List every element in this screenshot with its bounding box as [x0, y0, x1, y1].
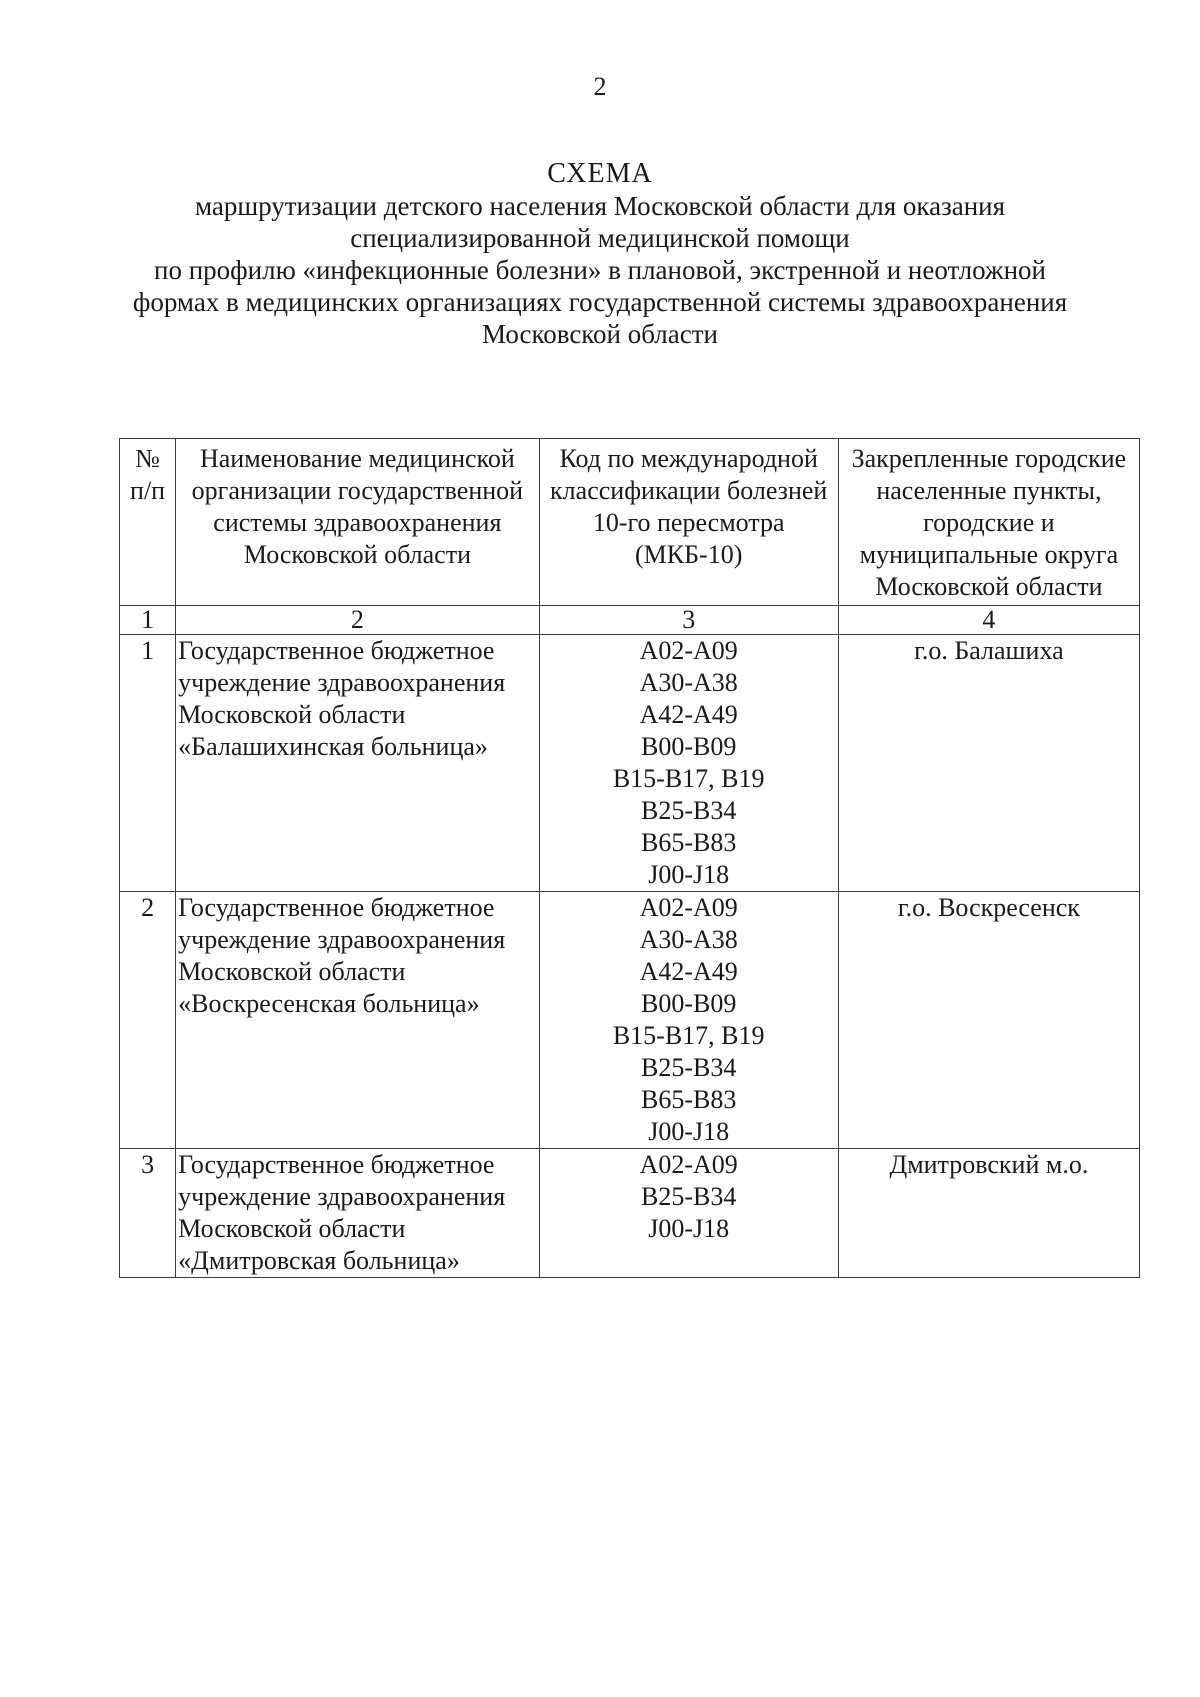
icd-code: B65-B83 — [641, 1085, 737, 1114]
icd-code: J00-J18 — [648, 1214, 730, 1243]
document-heading — [100, 158, 1100, 350]
header-num: № п/п — [120, 439, 176, 606]
assigned-area: г.о. Балашиха — [838, 635, 1139, 892]
header-assigned-areas: Закрепленные городские населенные пункты, городские и муниципальные округа Московской области — [838, 439, 1139, 606]
icd-code: A30-A38 — [639, 668, 738, 697]
icd-code: A02-A09 — [639, 636, 738, 665]
icd-code: B15-B17, B19 — [612, 764, 765, 793]
table-row — [120, 892, 1140, 1149]
header-organization: Наименование медицинской организации государственной системы здравоохранения Московской области — [176, 439, 539, 606]
icd-code: A02-A09 — [639, 1150, 738, 1179]
icd-code: J00-J18 — [648, 860, 730, 889]
heading-line: маршрутизации детского населения Московской области для оказания — [194, 191, 1006, 221]
icd-code: B00-B09 — [641, 989, 737, 1018]
assigned-area: Дмитровский м.о. — [838, 1149, 1139, 1278]
organization-name: Государственное бюджетное учреждение здравоохранения Московской области «Балашихинская больница» — [176, 635, 539, 892]
icd-codes — [539, 1149, 838, 1278]
icd-codes — [539, 635, 838, 892]
heading-line: формах в медицинских организациях государственной системы здравоохранения — [132, 287, 1068, 317]
icd-code: A42-A49 — [639, 700, 738, 729]
page-number: 2 — [593, 72, 607, 101]
column-index: 3 — [539, 606, 838, 635]
heading-line: специализированной медицинской помощи — [350, 223, 850, 253]
heading-line: Московской области — [481, 319, 718, 349]
icd-code: B25-B34 — [641, 1053, 737, 1082]
table-row — [120, 1149, 1140, 1278]
icd-code: B25-B34 — [641, 1182, 737, 1211]
column-index: 2 — [176, 606, 539, 635]
icd-code: B00-B09 — [641, 732, 737, 761]
column-index-row — [120, 606, 1140, 635]
table-header-row — [120, 439, 1140, 606]
heading-line: по профилю «инфекционные болезни» в плановой, экстренной и неотложной — [154, 255, 1046, 285]
header-icd-code: Код по международной классификации болезней 10-го пересмотра (МКБ-10) — [539, 439, 838, 606]
column-index: 4 — [838, 606, 1139, 635]
icd-code: B25-B34 — [641, 796, 737, 825]
icd-code: A42-A49 — [639, 957, 738, 986]
column-index: 1 — [120, 606, 176, 635]
assigned-area: г.о. Воскресенск — [838, 892, 1139, 1149]
organization-name: Государственное бюджетное учреждение здравоохранения Московской области «Дмитровская больница» — [176, 1149, 539, 1278]
icd-code: A30-A38 — [639, 925, 738, 954]
organization-name: Государственное бюджетное учреждение здравоохранения Московской области «Воскресенская больница» — [176, 892, 539, 1149]
routing-table — [119, 438, 1140, 1278]
document-title: СХЕМА — [547, 158, 653, 189]
row-number: 1 — [120, 635, 176, 892]
row-number: 2 — [120, 892, 176, 1149]
icd-code: B15-B17, B19 — [612, 1021, 765, 1050]
row-number: 3 — [120, 1149, 176, 1278]
icd-code: B65-B83 — [641, 828, 737, 857]
icd-code: J00-J18 — [648, 1117, 730, 1146]
icd-code: A02-A09 — [639, 893, 738, 922]
icd-codes — [539, 892, 838, 1149]
table-row — [120, 635, 1140, 892]
